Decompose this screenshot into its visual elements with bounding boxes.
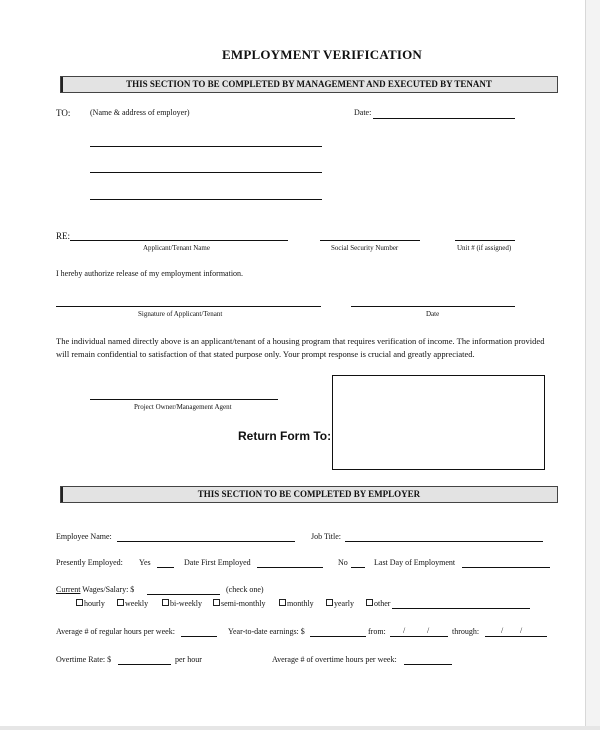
option-monthly-label: monthly	[287, 599, 314, 608]
avg-overtime-line[interactable]	[404, 664, 452, 665]
option-other-label: other	[374, 599, 391, 608]
wages-label: Wages/Salary: $	[82, 585, 135, 594]
overtime-rate-line[interactable]	[118, 664, 171, 665]
authorize-text: I hereby authorize release of my employment information.	[56, 269, 244, 278]
ssn-caption: Social Security Number	[331, 244, 399, 252]
employer-address-line-3[interactable]	[90, 199, 322, 200]
checkbox-icon[interactable]	[162, 599, 169, 606]
last-day-line[interactable]	[462, 567, 550, 568]
checkbox-icon[interactable]	[76, 599, 83, 606]
to-label: TO:	[56, 108, 71, 118]
date-label: Date:	[354, 108, 372, 117]
option-yearly[interactable]	[326, 599, 354, 608]
applicant-name-line[interactable]	[70, 240, 288, 241]
option-hourly[interactable]	[76, 599, 105, 608]
option-semi-monthly-label: semi-monthly	[221, 599, 266, 608]
unit-line[interactable]	[455, 240, 515, 241]
yes-line[interactable]	[157, 567, 174, 568]
employer-hint: (Name & address of employer)	[90, 108, 190, 117]
last-day-label: Last Day of Employment	[374, 558, 456, 567]
check-one-label: (check one)	[226, 585, 264, 594]
option-other[interactable]	[366, 599, 390, 608]
signature-date-caption: Date	[426, 310, 440, 318]
job-title-line[interactable]	[345, 541, 543, 542]
checkbox-icon[interactable]	[279, 599, 286, 606]
date-field-line[interactable]	[373, 118, 515, 119]
checkbox-icon[interactable]	[326, 599, 333, 606]
page-edge-right	[585, 0, 600, 730]
section2-header	[60, 486, 558, 503]
employee-name-line[interactable]	[117, 541, 295, 542]
checkbox-icon[interactable]	[366, 599, 373, 606]
job-title-label: Job Title:	[311, 532, 342, 541]
through-date-line[interactable]	[485, 636, 547, 637]
applicant-name-caption: Applicant/Tenant Name	[143, 244, 210, 252]
option-bi-weekly-label: bi-weekly	[170, 599, 202, 608]
header-accent	[61, 487, 63, 502]
header-accent	[61, 77, 63, 92]
through-label: through:	[452, 627, 480, 636]
checkbox-icon[interactable]	[213, 599, 220, 606]
unit-caption: Unit # (if assigned)	[457, 244, 512, 252]
employer-address-line-1[interactable]	[90, 146, 322, 147]
option-weekly-label: weekly	[125, 599, 149, 608]
option-hourly-label: hourly	[84, 599, 105, 608]
section1-header	[60, 76, 558, 93]
date-first-employed-label: Date First Employed	[184, 558, 251, 567]
agent-signature-line[interactable]	[90, 399, 278, 400]
ssn-line[interactable]	[320, 240, 420, 241]
signature-line[interactable]	[56, 306, 321, 307]
checkbox-icon[interactable]	[117, 599, 124, 606]
from-date-slash-2: /	[427, 626, 430, 635]
per-hour-label: per hour	[175, 655, 202, 664]
option-monthly[interactable]	[279, 599, 314, 608]
agent-caption: Project Owner/Management Agent	[134, 403, 232, 411]
return-form-label: Return Form To:	[238, 429, 332, 443]
presently-employed-label: Presently Employed:	[56, 558, 123, 567]
signature-date-line[interactable]	[351, 306, 515, 307]
employee-name-label: Employee Name:	[56, 532, 112, 541]
ytd-label: Year-to-date earnings: $	[228, 627, 305, 636]
option-weekly[interactable]	[117, 599, 148, 608]
page-edge-bottom	[0, 726, 600, 730]
ytd-line[interactable]	[310, 636, 366, 637]
no-label: No	[338, 558, 348, 567]
avg-overtime-label: Average # of overtime hours per week:	[272, 655, 397, 664]
yes-label: Yes	[139, 558, 151, 567]
option-bi-weekly[interactable]	[162, 599, 202, 608]
option-semi-monthly[interactable]	[213, 599, 265, 608]
no-line[interactable]	[351, 567, 365, 568]
current-label: Current	[56, 585, 81, 594]
overtime-rate-label: Overtime Rate: $	[56, 655, 112, 664]
from-date-slash-1: /	[403, 626, 406, 635]
wages-line[interactable]	[147, 594, 220, 595]
other-line[interactable]	[392, 608, 530, 609]
through-date-slash-2: /	[520, 626, 523, 635]
notice-paragraph: The individual named directly above is an applicant/tenant of a housing program that requires verification of income. The information provided will remain confidential to satisfaction of that stated purpose only. Your prompt response is crucial and greatly appreciated.	[56, 336, 545, 359]
from-label: from:	[368, 627, 386, 636]
date-first-employed-line[interactable]	[257, 567, 323, 568]
signature-caption: Signature of Applicant/Tenant	[138, 310, 223, 318]
avg-hours-line[interactable]	[181, 636, 217, 637]
section2-header-text: THIS SECTION TO BE COMPLETED BY EMPLOYER	[197, 489, 421, 499]
option-yearly-label: yearly	[334, 599, 354, 608]
through-date-slash-1: /	[501, 626, 504, 635]
form-title: EMPLOYMENT VERIFICATION	[222, 47, 422, 62]
re-label: RE:	[56, 231, 71, 241]
employer-address-line-2[interactable]	[90, 172, 322, 173]
from-date-line[interactable]	[390, 636, 448, 637]
avg-hours-label: Average # of regular hours per week:	[56, 627, 175, 636]
section1-header-text: THIS SECTION TO BE COMPLETED BY MANAGEMENT AND EXECUTED BY TENANT	[126, 79, 492, 89]
return-address-box[interactable]	[332, 375, 545, 470]
wages-row	[56, 585, 134, 594]
